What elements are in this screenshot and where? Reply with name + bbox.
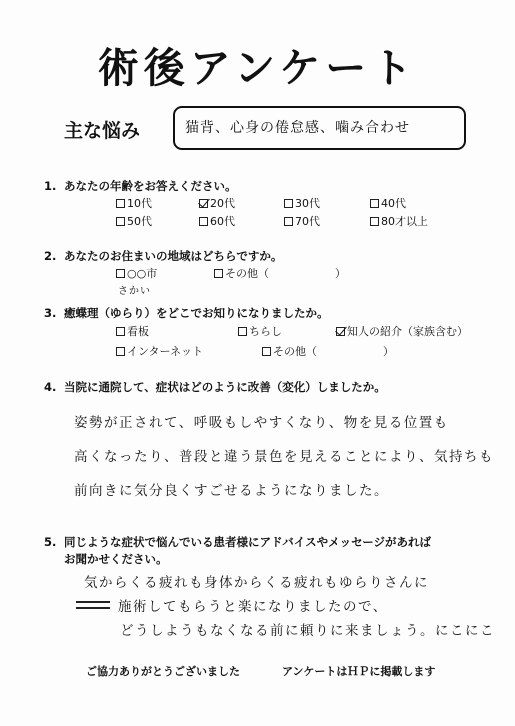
question-1	[44, 178, 237, 194]
question-number: 5.	[44, 535, 57, 549]
q5-answer-line: 気からくる疲れも身体からくる疲れもゆらりさんに	[84, 575, 429, 591]
checked-checkbox-icon	[336, 327, 345, 336]
checkbox-icon	[262, 347, 271, 356]
footer-thanks: ご協力ありがとうございました	[86, 665, 240, 678]
q5-answer-line-2: 施術してもらうと楽になりましたので、	[76, 598, 388, 616]
handwritten-area-answer: さかい	[118, 286, 151, 297]
checked-checkbox-icon	[199, 199, 208, 208]
source-option-other[interactable]: その他（ ）	[262, 344, 394, 359]
age-option-10s[interactable]: 10代	[116, 196, 152, 211]
question-text: あなたのお住まいの地域はどちらですか。	[64, 249, 283, 263]
checkbox-icon	[199, 217, 208, 226]
question-text: 同じような症状で悩んでいる患者様にアドバイスやメッセージがあれば	[64, 535, 431, 549]
age-option-40s[interactable]: 40代	[370, 196, 406, 211]
source-option-internet[interactable]: インターネット	[116, 344, 203, 359]
q5-answer-line: どうしようもなくなる前に頼りに来ましょう。にこにこ	[120, 623, 495, 639]
question-text: 癒蝶理（ゆらり）をどこでお知りになりましたか。	[64, 306, 329, 320]
age-option-20s[interactable]: 20代	[199, 196, 235, 211]
main-concern-label: 主な悩み	[64, 120, 141, 142]
checkbox-icon	[284, 199, 293, 208]
question-text: 当院に通院して、症状はどのように改善（変化）しましたか。	[64, 380, 386, 394]
footer-notice: アンケートはＨＰに掲載します	[282, 665, 436, 678]
source-option-signboard[interactable]: 看板	[116, 324, 149, 339]
age-option-50s[interactable]: 50代	[116, 214, 152, 229]
checkbox-icon	[116, 327, 125, 336]
age-option-60s[interactable]: 60代	[199, 214, 235, 229]
question-number: 4.	[44, 380, 57, 394]
question-3	[44, 305, 329, 321]
q4-answer-line: 前向きに気分良くすごせるようになりました。	[74, 483, 389, 499]
age-option-30s[interactable]: 30代	[284, 196, 320, 211]
checkbox-icon	[116, 347, 125, 356]
checkbox-icon	[238, 327, 247, 336]
checkbox-icon	[284, 217, 293, 226]
age-option-80plus[interactable]: 80才以上	[370, 214, 428, 229]
area-option-other[interactable]: その他（ ）	[214, 266, 346, 281]
question-5-continued: お聞かせください。	[64, 552, 168, 566]
question-2	[44, 248, 282, 264]
checkbox-icon	[214, 269, 223, 278]
question-text: あなたの年齢をお答えください。	[64, 179, 237, 193]
crossed-out-scribble	[76, 601, 110, 609]
checkbox-icon	[370, 217, 379, 226]
main-concern-answer-box: 猫背、心身の倦怠感、噛み合わせ	[173, 106, 466, 150]
checkbox-icon	[116, 269, 125, 278]
question-number: 1.	[44, 179, 57, 193]
question-5	[44, 534, 431, 550]
page-title: 術後アンケート	[97, 44, 418, 92]
area-option-city[interactable]: ○○市	[116, 266, 157, 281]
q4-answer-line: 高くなったり、普段と違う景色を見えることにより、気持ちも	[74, 449, 494, 465]
checkbox-icon	[116, 217, 125, 226]
question-number: 2.	[44, 249, 57, 263]
checkbox-icon	[116, 199, 125, 208]
question-number: 3.	[44, 306, 57, 320]
source-option-flyer[interactable]: ちらし	[238, 324, 282, 339]
age-option-70s[interactable]: 70代	[284, 214, 320, 229]
q4-answer-line: 姿勢が正されて、呼吸もしやすくなり、物を見る位置も	[74, 415, 449, 431]
source-option-referral[interactable]: 知人の紹介（家族含む）	[336, 324, 468, 339]
question-4	[44, 379, 386, 395]
checkbox-icon	[370, 199, 379, 208]
